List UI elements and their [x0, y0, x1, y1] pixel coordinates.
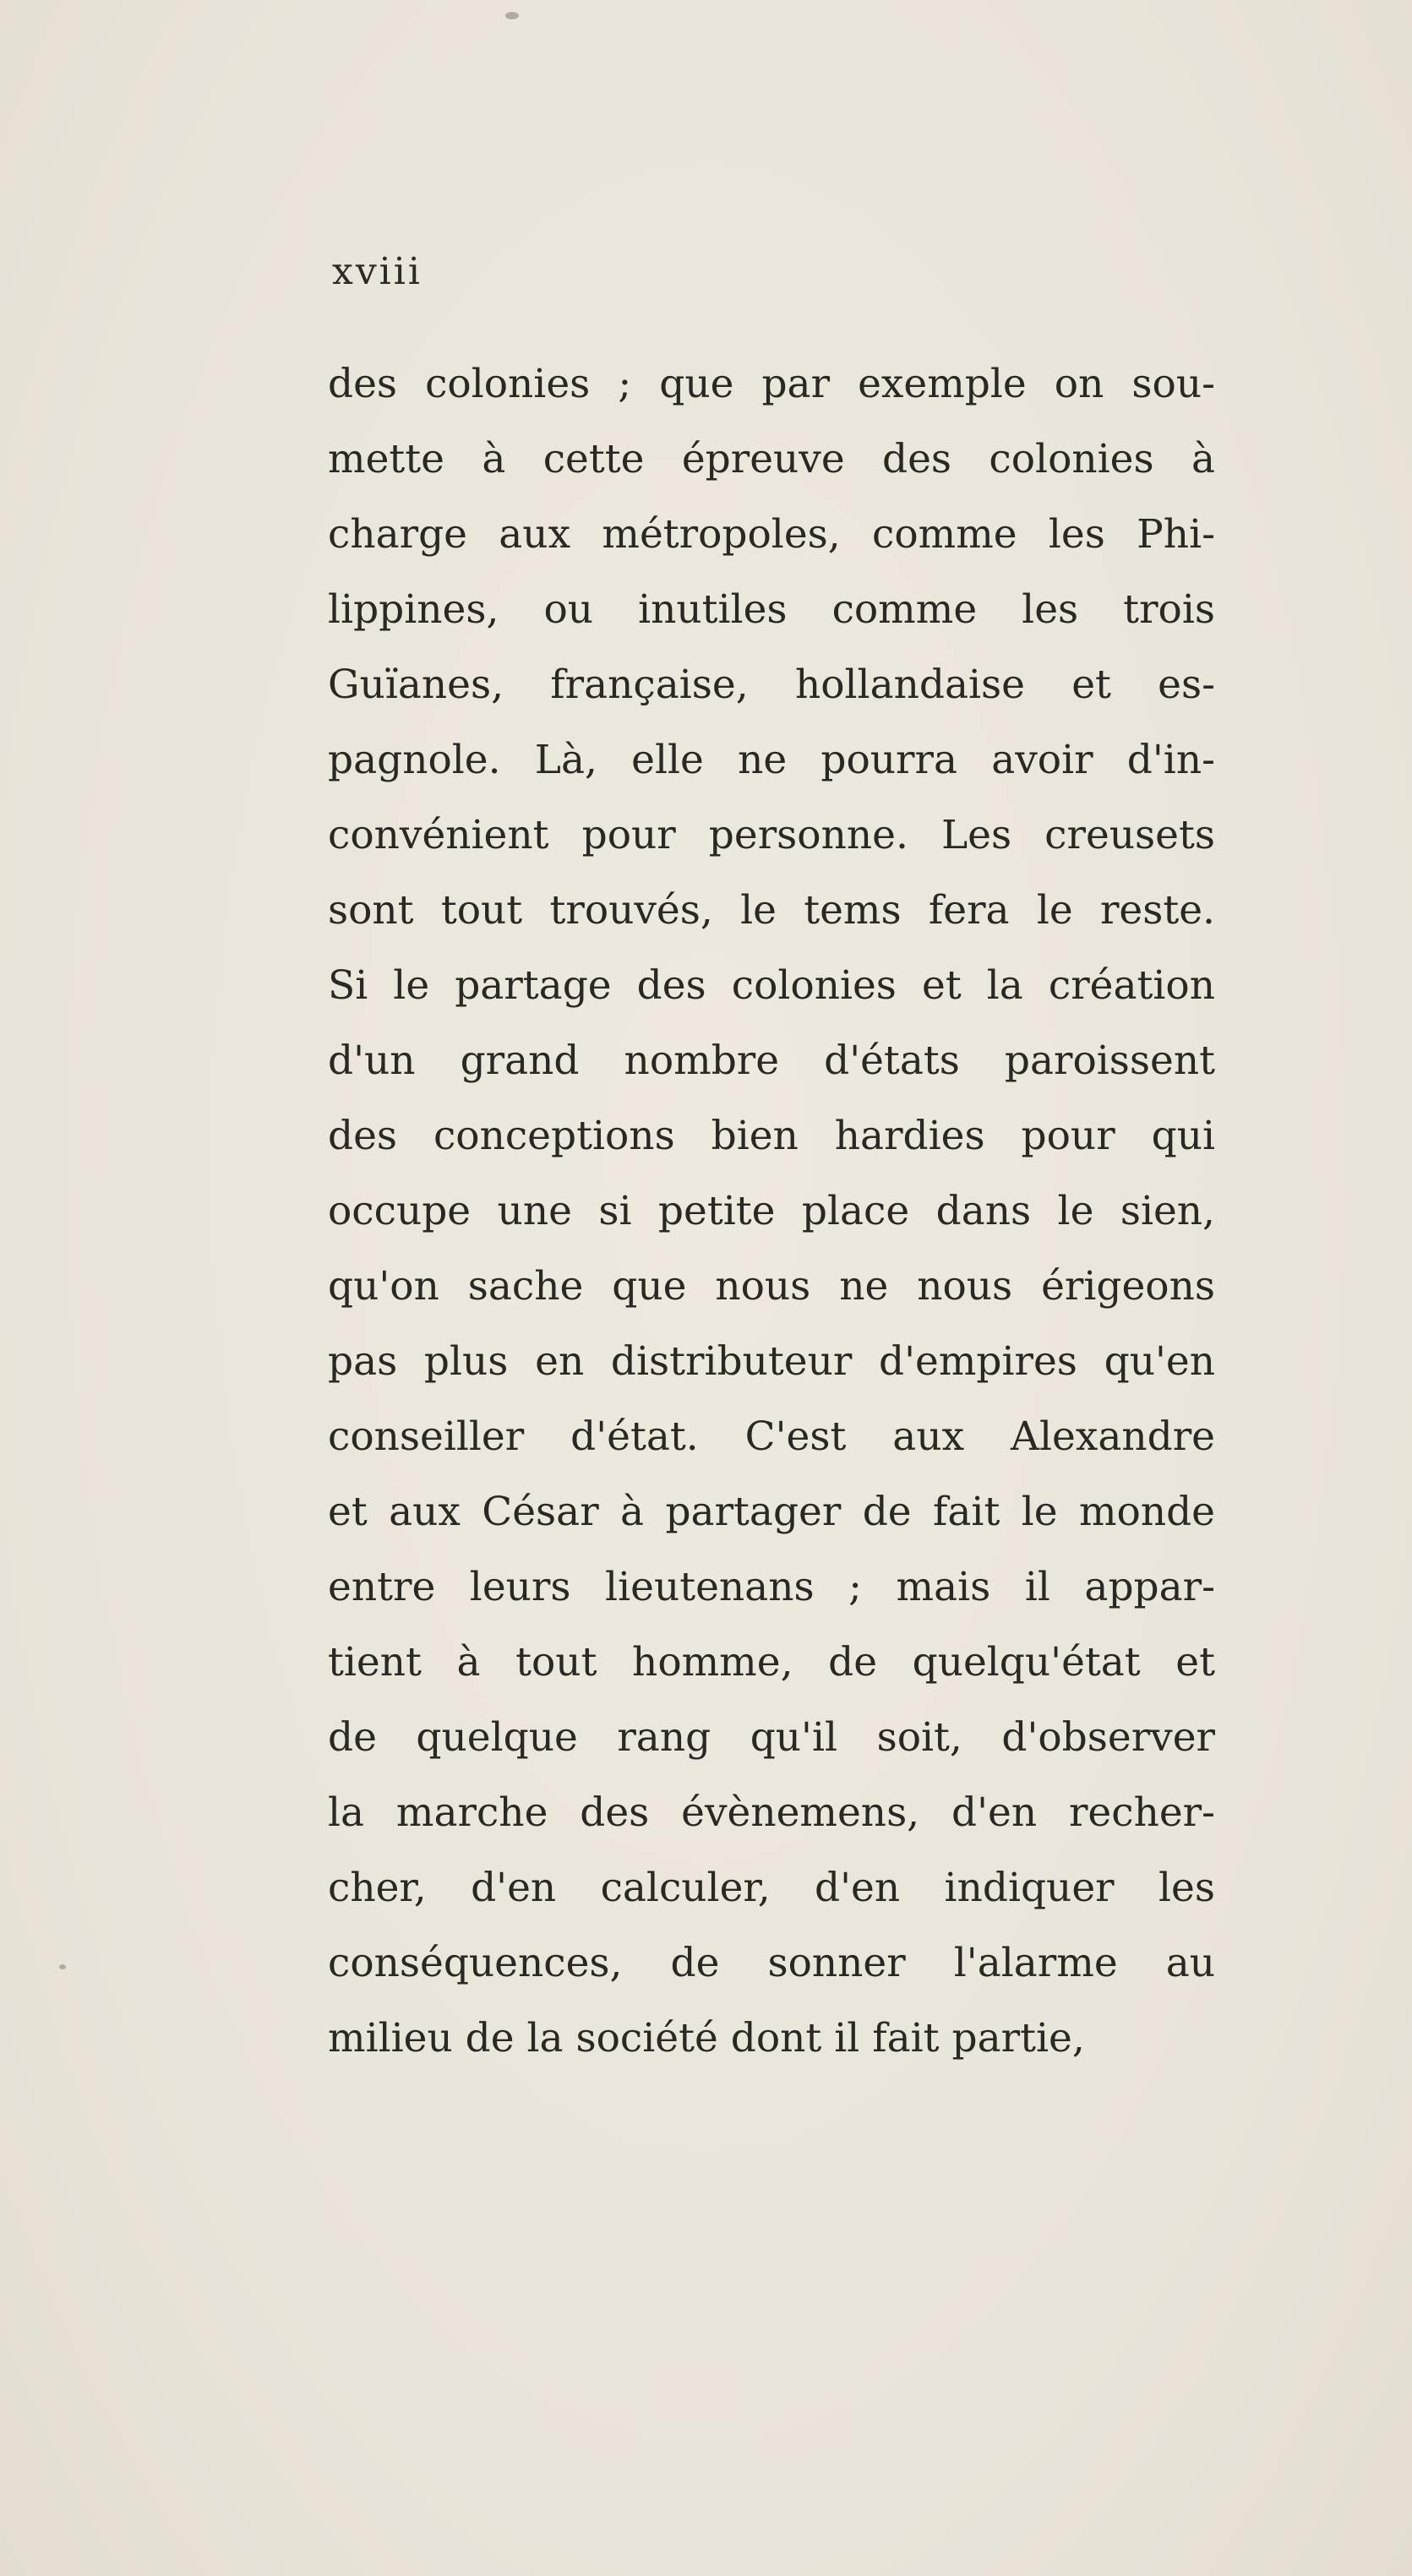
text-line: tient à tout homme, de quelqu'état et: [328, 1639, 1215, 1686]
text-line: convénient pour personne. Les creusets: [328, 812, 1215, 858]
text-line: cher, d'en calculer, d'en indiquer les: [328, 1865, 1215, 1911]
body-text: [328, 346, 1215, 2076]
text-line: des colonies ; que par exemple on sou-: [328, 361, 1215, 407]
text-line: des conceptions bien hardies pour qui: [328, 1113, 1215, 1159]
text-line: la marche des évènemens, d'en recher-: [328, 1789, 1215, 1836]
text-line: et aux César à partager de fait le monde: [328, 1489, 1215, 1535]
text-line: Si le partage des colonies et la création: [328, 962, 1215, 1009]
text-line: conséquences, de sonner l'alarme au: [328, 1940, 1215, 1986]
text-line: qu'on sache que nous ne nous érigeons: [328, 1263, 1215, 1310]
text-line: Guïanes, française, hollandaise et es-: [328, 662, 1215, 708]
text-line: charge aux métropoles, comme les Phi-: [328, 511, 1215, 558]
text-line: mette à cette épreuve des colonies à: [328, 436, 1215, 482]
text-line: d'un grand nombre d'états paroissent: [328, 1037, 1215, 1084]
text-line: pagnole. Là, elle ne pourra avoir d'in-: [328, 737, 1215, 783]
page-number: xviii: [332, 250, 423, 293]
paper-speck: [505, 12, 519, 19]
text-line: sont tout trouvés, le tems fera le reste.: [328, 887, 1215, 934]
text-line: entre leurs lieutenans ; mais il appar-: [328, 1564, 1215, 1610]
text-line: occupe une si petite place dans le sien,: [328, 1188, 1215, 1234]
text-line: milieu de la société dont il fait partie,: [328, 2015, 1085, 2061]
text-line: de quelque rang qu'il soit, d'observer: [328, 1714, 1215, 1761]
text-line: conseiller d'état. C'est aux Alexandre: [328, 1413, 1215, 1460]
text-line: lippines, ou inutiles comme les trois: [328, 586, 1215, 633]
text-line: pas plus en distributeur d'empires qu'en: [328, 1338, 1215, 1385]
paper-speck: [59, 1964, 66, 1969]
